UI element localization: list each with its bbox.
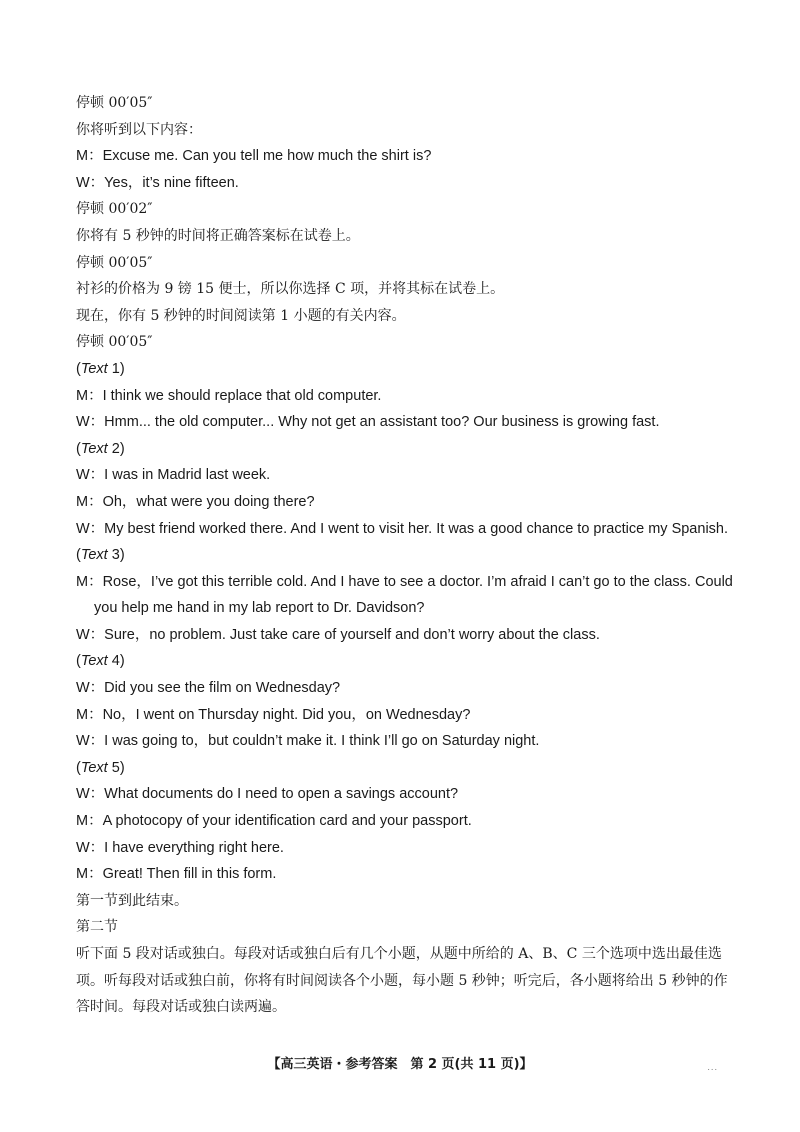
page-footer: 【高三英语・参考答案 第 2 页(共 11 页)】: [267, 1057, 533, 1072]
instruction-line: 你将有 5 秒钟的时间将正确答案标在试卷上。: [76, 227, 360, 244]
dialogue-line: M：Rose，I’ve got this terrible cold. And I have to see a doctor. I’m afraid I can’t go to the class. Could you help me hand in my lab report to Dr. Davidson?: [76, 573, 733, 617]
instruction-line: 第一节到此结束。: [76, 892, 188, 909]
dialogue-line: M：Oh，what were you doing there?: [76, 493, 315, 510]
instruction-line: 现在，你有 5 秒钟的时间阅读第 1 小题的有关内容。: [76, 307, 406, 324]
text-number: 2: [111, 440, 120, 457]
dialogue-line: M：Great! Then fill in this form.: [76, 866, 277, 883]
instruction-line: 听下面 5 段对话或独白。每段对话或独白后有几个小题，从题中所给的 A、B、C 三个选项中选出最佳选项。听每段对话或独白前，你将有时间阅读各个小题，每小题 5 秒钟；听完后，各小题将给出 5 秒钟的作答时间。每段对话或独白读两遍。: [76, 946, 728, 1016]
dialogue-line: W：Hmm... the old computer... Why not get an assistant too? Our business is growing fast.: [76, 414, 660, 431]
dialogue-line: W：Sure，no problem. Just take care of yourself and don’t worry about the class.: [76, 626, 600, 643]
dialogue-line: M：A photocopy of your identification card and your passport.: [76, 813, 472, 830]
instruction-line: 你将听到以下内容：: [76, 121, 202, 138]
dialogue-line: W：My best friend worked there. And I went to visit her. It was a good chance to practice my Spanish.: [76, 520, 729, 537]
dialogue-line: M：No，I went on Thursday night. Did you，on Wednesday?: [76, 706, 471, 723]
text-label-word: Text: [80, 440, 108, 457]
text-label-word: Text: [80, 547, 108, 564]
text-section-label: (Text 5): [76, 759, 125, 776]
instruction-line: 第二节: [76, 919, 118, 936]
instruction-line: 停顿 00′05″: [76, 254, 153, 271]
dialogue-line: W：Did you see the film on Wednesday?: [76, 680, 341, 697]
text-label-word: Text: [80, 759, 108, 776]
dialogue-line: W：I was going to，but couldn’t make it. I think I’ll go on Saturday night.: [76, 733, 540, 750]
text-number: 3: [111, 547, 120, 564]
corner-mark: ...: [707, 1063, 718, 1072]
instruction-line: 衬衫的价格为 9 镑 15 便士，所以你选择 C 项，并将其标在试卷上。: [76, 281, 505, 298]
text-label-word: Text: [80, 653, 108, 670]
text-label-word: Text: [80, 360, 108, 377]
dialogue-line: M：Excuse me. Can you tell me how much the shirt is?: [76, 148, 432, 165]
text-section-label: (Text 4): [76, 653, 125, 670]
text-section-label: (Text 3): [76, 547, 125, 564]
dialogue-line: W：Yes，it’s nine fifteen.: [76, 174, 239, 191]
text-number: 5: [111, 759, 120, 776]
document-body: [76, 90, 736, 1021]
instruction-line: 停顿 00′02″: [76, 201, 153, 218]
text-section-label: (Text 1): [76, 360, 125, 377]
dialogue-line: W：I was in Madrid last week.: [76, 467, 271, 484]
text-section-label: (Text 2): [76, 440, 125, 457]
text-number: 4: [111, 653, 120, 670]
text-number: 1: [111, 360, 120, 377]
instruction-line: 停顿 00′05″: [76, 95, 153, 111]
dialogue-line: W：What documents do I need to open a savings account?: [76, 786, 459, 803]
dialogue-line: W：I have everything right here.: [76, 839, 284, 856]
instruction-line: 停顿 00′05″: [76, 334, 153, 351]
dialogue-line: M：I think we should replace that old computer.: [76, 387, 382, 404]
